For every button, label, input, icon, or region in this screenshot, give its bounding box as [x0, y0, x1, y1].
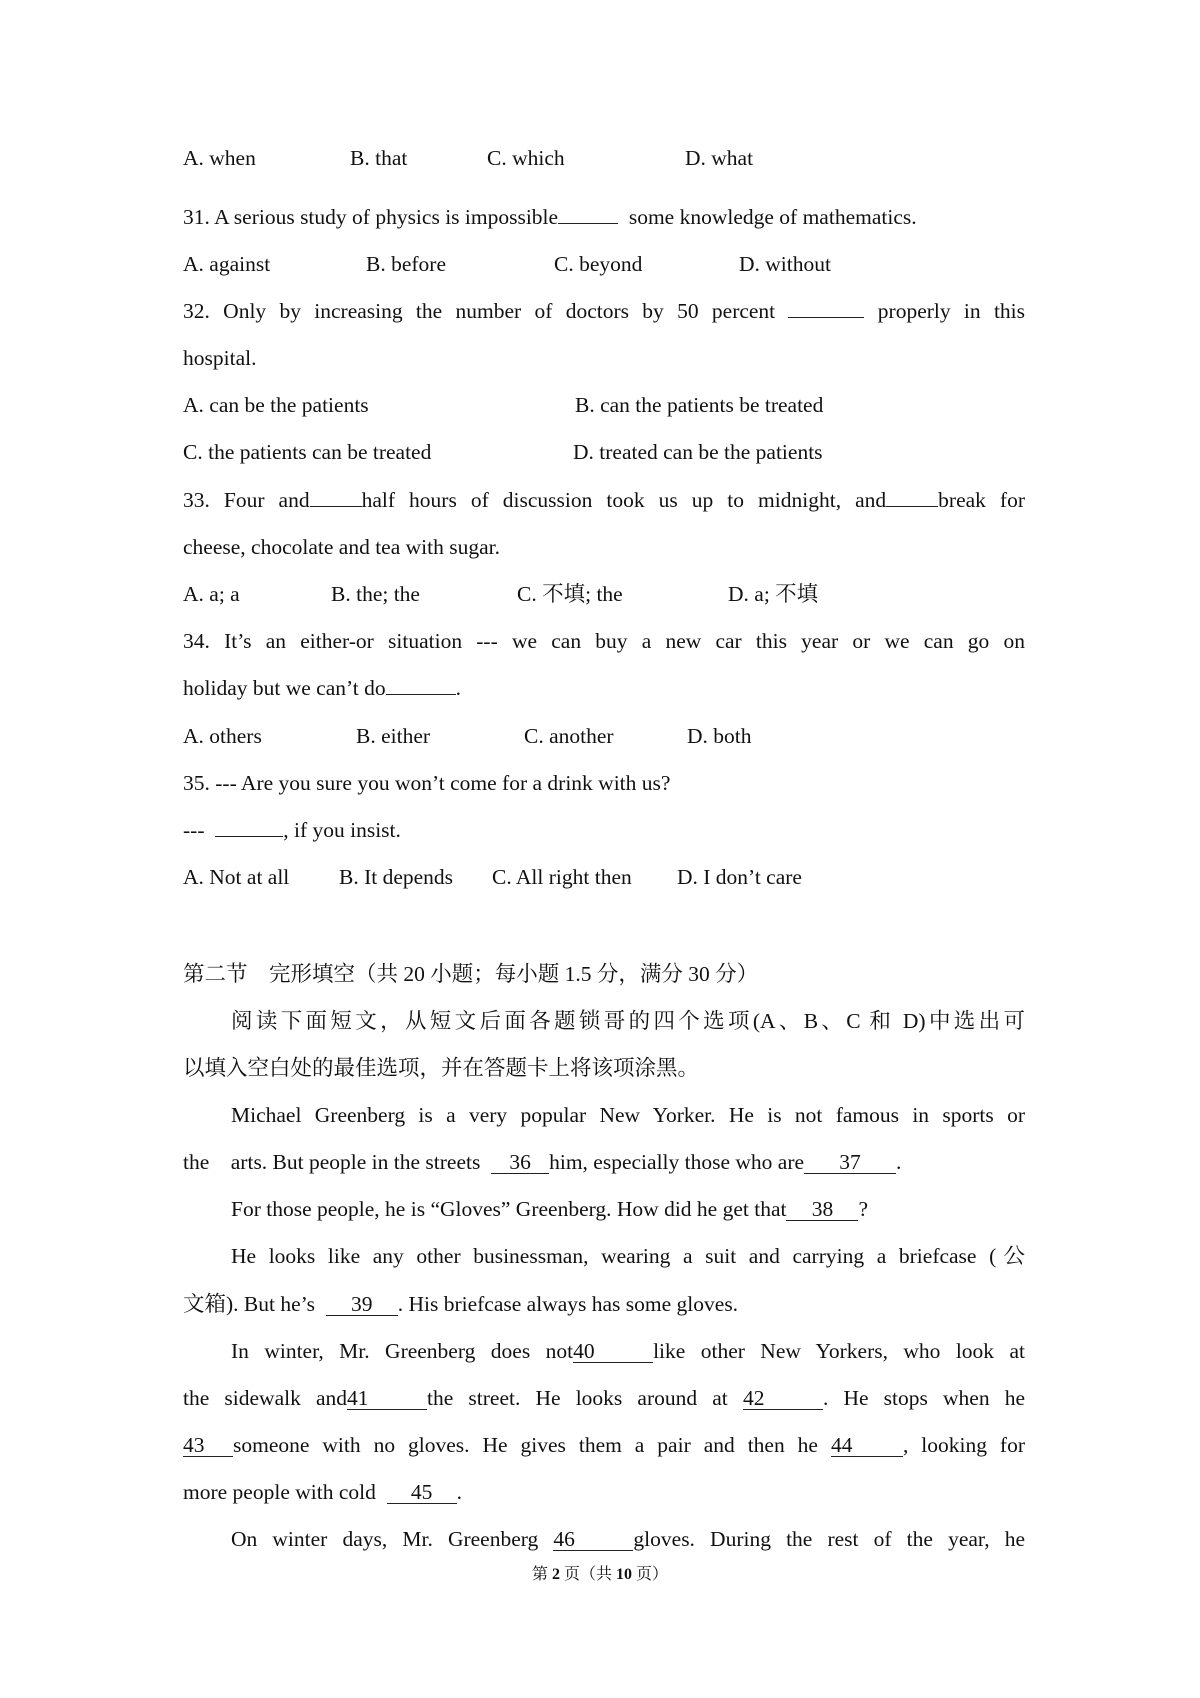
- blank-45: 45: [387, 1481, 457, 1504]
- passage-line: [183, 1430, 1025, 1460]
- q32-option-d: D. treated can be the patients: [573, 440, 823, 464]
- passage-line: Michael Greenberg is a very popular New Yorker. He is not famous in sports or: [231, 1103, 1025, 1127]
- passage-text: gloves. During the rest of the year, he: [633, 1527, 1025, 1551]
- q33-option-a: A. a; a: [183, 582, 240, 606]
- section-heading: 第二节 完形填空（共 20 小题；每小题 1.5 分，满分 30 分）: [183, 962, 759, 986]
- blank-40: 40: [573, 1340, 653, 1363]
- page-footer: [0, 1561, 1200, 1584]
- q33-stem-text: break for: [938, 488, 1025, 512]
- q34-option-a: A. others: [183, 724, 262, 748]
- passage-line: [183, 1336, 1025, 1366]
- answer-blank: [886, 506, 938, 507]
- q34-option-d: D. both: [687, 724, 752, 748]
- q30-option-b: B. that: [350, 146, 408, 170]
- q34-stem: 34. It’s an either-or situation --- we can buy a new car this year or we can go on: [183, 629, 1025, 653]
- q30-option-a: A. when: [183, 146, 256, 170]
- passage-text: . His briefcase always has some gloves.: [397, 1292, 739, 1316]
- q32-stem-cont: hospital.: [183, 346, 257, 370]
- q31-option-a: A. against: [183, 252, 271, 276]
- blank-46: 46: [553, 1528, 633, 1551]
- q35-option-a: A. Not at all: [183, 865, 290, 889]
- answer-blank: [558, 223, 618, 224]
- q31-option-d: D. without: [739, 252, 831, 276]
- blank-39: 39: [326, 1293, 398, 1316]
- q33-stem: [183, 485, 1025, 515]
- q33-stem-text: half hours of discussion took us up to midnight, and: [361, 488, 887, 512]
- q35-option-b: B. It depends: [339, 865, 454, 889]
- q31-stem-text: 31. A serious study of physics is impossible: [183, 205, 559, 229]
- q33-stem-text: 33. Four and: [183, 488, 310, 512]
- passage-line: He looks like any other businessman, wearing a suit and carrying a briefcase (公: [231, 1244, 1025, 1268]
- q35-reply-text: , if you insist.: [283, 818, 401, 842]
- footer-text: 页（共: [559, 1566, 616, 1583]
- passage-text: like other New Yorkers, who look at: [653, 1339, 1025, 1363]
- passage-line: [183, 1524, 1025, 1554]
- q30-option-c: C. which: [487, 146, 565, 170]
- q35-reply: [183, 815, 1025, 845]
- q33-option-d: D. a; 不填: [728, 582, 819, 606]
- passage-text: the street. He looks around at: [427, 1386, 728, 1410]
- passage-text: someone with no gloves. He gives them a pair and then he: [233, 1433, 818, 1457]
- passage-text: the sidewalk and: [183, 1386, 348, 1410]
- q33-option-c: C. 不填; the: [517, 582, 623, 606]
- q33-option-b: B. the; the: [331, 582, 420, 606]
- passage-text: ?: [858, 1197, 869, 1221]
- q34-stem-text: .: [455, 676, 461, 700]
- q31-stem: [183, 202, 1025, 232]
- blank-37: 37: [804, 1151, 896, 1174]
- blank-36: 36: [491, 1151, 549, 1174]
- q35-option-c: C. All right then: [492, 865, 632, 889]
- passage-line: [183, 1194, 1025, 1224]
- passage-line: [183, 1477, 1025, 1507]
- q35-reply-text: ---: [183, 818, 205, 842]
- q31-option-c: C. beyond: [554, 252, 643, 276]
- passage-text: , looking for: [902, 1433, 1025, 1457]
- passage-line: [183, 1289, 1025, 1319]
- q35-stem: 35. --- Are you sure you won’t come for a drink with us?: [183, 771, 671, 795]
- answer-blank: [215, 836, 283, 837]
- passage-line: [183, 1147, 1025, 1177]
- blank-41: 41: [347, 1387, 427, 1410]
- q30-option-d: D. what: [685, 146, 754, 170]
- passage-text: him, especially those who are: [549, 1150, 805, 1174]
- passage-text: .: [896, 1150, 902, 1174]
- passage-text: For those people, he is “Gloves” Greenberg. How did he get that: [231, 1197, 787, 1221]
- blank-38: 38: [786, 1198, 858, 1221]
- q34-stem-cont: [183, 673, 1025, 703]
- page-total: 10: [616, 1566, 632, 1583]
- answer-blank: [386, 694, 456, 695]
- passage-text: On winter days, Mr. Greenberg: [231, 1527, 539, 1551]
- passage-text: the arts. But people in the streets: [183, 1150, 481, 1174]
- q32-stem: [183, 296, 1025, 326]
- passage-text: .: [456, 1480, 462, 1504]
- q34-stem-text: holiday but we can’t do: [183, 676, 386, 700]
- q34-option-c: C. another: [524, 724, 614, 748]
- q32-stem-text: 32. Only by increasing the number of doctors by 50 percent: [183, 299, 776, 323]
- footer-text: 页）: [632, 1566, 669, 1583]
- passage-line: [183, 1383, 1025, 1413]
- q31-stem-text: some knowledge of mathematics.: [628, 205, 917, 229]
- footer-text: 第: [531, 1566, 552, 1583]
- answer-blank: [310, 506, 362, 507]
- section-instruction-cont: 以填入空白处的最佳选项，并在答题卡上将该项涂黑。: [183, 1056, 700, 1080]
- blank-44: 44: [831, 1434, 903, 1457]
- q35-option-d: D. I don’t care: [677, 865, 802, 889]
- q34-option-b: B. either: [356, 724, 431, 748]
- q32-option-c: C. the patients can be treated: [183, 440, 432, 464]
- passage-text: In winter, Mr. Greenberg does not: [231, 1339, 574, 1363]
- section-instruction: 阅读下面短文，从短文后面各题锁哥的四个选项(A、B、C 和 D)中选出可: [231, 1009, 1025, 1033]
- passage-text: 文箱). But he’s: [183, 1292, 315, 1316]
- q32-stem-text: properly in this: [877, 299, 1026, 323]
- blank-43: 43: [183, 1434, 233, 1457]
- blank-42: 42: [743, 1387, 823, 1410]
- q31-option-b: B. before: [366, 252, 446, 276]
- passage-text: more people with cold: [183, 1480, 376, 1504]
- answer-blank: [788, 317, 864, 318]
- passage-text: . He stops when he: [822, 1386, 1026, 1410]
- page-number: 2: [551, 1566, 560, 1583]
- q32-option-a: A. can be the patients: [183, 393, 369, 417]
- q32-option-b: B. can the patients be treated: [575, 393, 824, 417]
- q33-stem-cont: cheese, chocolate and tea with sugar.: [183, 535, 500, 559]
